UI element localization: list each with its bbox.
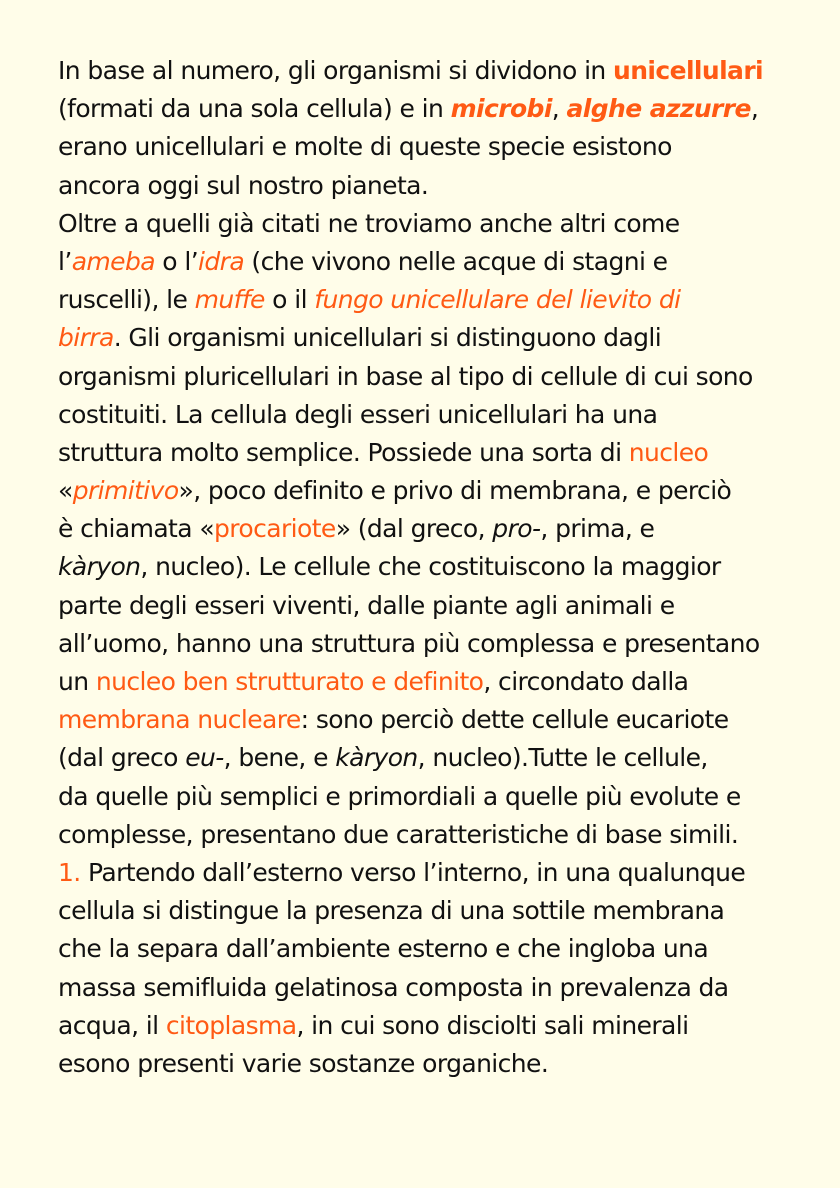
text-segment: kàryon <box>58 552 141 582</box>
text-segment: eu- <box>185 743 224 773</box>
text-segment: è chiamata « <box>58 514 215 544</box>
text-line <box>58 434 798 472</box>
text-segment: (formati da una sola cellula) e in <box>58 94 451 124</box>
text-segment: : sono perciò dette cellule eucariote <box>300 705 729 735</box>
highlighted-term: fungo unicellulare del lievito di <box>314 285 681 315</box>
text-segment: ruscelli), le <box>58 285 195 315</box>
highlighted-term: nucleo ben strutturato e definito <box>95 667 484 696</box>
text-line <box>58 205 798 243</box>
body-text <box>58 52 798 1083</box>
text-segment: Partendo dall’esterno verso l’interno, in una qualunque <box>80 857 746 887</box>
text-line <box>58 663 798 701</box>
highlighted-term: microbi <box>450 94 552 124</box>
text-segment: da quelle più semplici e primordiali a quelle più evolute e <box>58 781 741 811</box>
text-segment: « <box>58 476 73 506</box>
text-segment: ancora oggi sul nostro pianeta. <box>58 170 429 200</box>
highlighted-term: idra <box>198 246 245 276</box>
highlighted-term: membrana nucleare <box>58 705 301 735</box>
text-segment: o il <box>264 285 315 315</box>
text-segment: , in cui sono disciolti sali minerali <box>296 1010 689 1040</box>
text-segment: . Gli organismi unicellulari si distinguono dagli <box>113 323 662 353</box>
text-line <box>58 548 798 586</box>
text-segment: , circondato dalla <box>483 667 689 696</box>
text-segment: Oltre a quelli già citati ne troviamo anche altri come <box>58 208 680 238</box>
highlighted-term: ameba <box>71 246 155 276</box>
text-segment: , bene, e <box>223 743 336 773</box>
text-segment: cellula si distingue la presenza di una sottile membrana <box>58 896 725 926</box>
text-segment: erano unicellulari e molte di queste specie esistono <box>58 132 672 162</box>
text-segment: all’uomo, hanno una struttura più complessa e presentano <box>58 628 760 658</box>
text-line <box>58 778 798 816</box>
highlighted-term: procariote <box>214 514 336 544</box>
highlighted-term: primitivo <box>72 476 179 506</box>
text-segment: organismi pluricellulari in base al tipo di cellule di cui sono <box>58 361 753 391</box>
highlighted-term: birra <box>58 323 114 353</box>
text-segment: acqua, il <box>58 1010 166 1040</box>
text-segment: massa semifluida gelatinosa composta in prevalenza da <box>58 972 729 1002</box>
text-line <box>58 1045 798 1083</box>
text-segment: kàryon <box>335 743 418 773</box>
text-line <box>58 243 798 281</box>
highlighted-term: nucleo <box>628 437 709 467</box>
text-line <box>58 739 798 777</box>
text-segment: In base al numero, gli organismi si dividono in <box>58 56 614 85</box>
text-line <box>58 587 798 625</box>
text-line <box>58 281 798 319</box>
text-line <box>58 969 798 1007</box>
text-line <box>58 1007 798 1045</box>
text-line <box>58 52 798 90</box>
highlighted-term: citoplasma <box>165 1010 297 1040</box>
text-segment: parte degli esseri viventi, dalle piante agli animali e <box>58 590 675 620</box>
text-segment: , nucleo).Tutte le cellule, <box>417 743 708 773</box>
text-segment: un <box>58 667 96 696</box>
text-segment: esono presenti varie sostanze organiche. <box>58 1048 549 1078</box>
text-segment: struttura molto semplice. Possiede una sorta di <box>58 437 629 467</box>
text-segment: » (dal greco, <box>335 514 493 544</box>
text-line <box>58 701 798 739</box>
text-segment: (dal greco <box>58 743 186 773</box>
text-line <box>58 472 798 510</box>
text-line <box>58 816 798 854</box>
text-segment: , nucleo). Le cellule che costituiscono la maggior <box>140 552 721 582</box>
text-line <box>58 358 798 396</box>
highlighted-term: unicellulari <box>613 56 764 85</box>
text-segment: , prima, e <box>540 514 655 544</box>
text-line <box>58 167 798 205</box>
highlighted-term: 1. <box>58 857 81 887</box>
text-line <box>58 930 798 968</box>
text-segment: », poco definito e privo di membrana, e perciò <box>178 476 732 506</box>
highlighted-term: alghe azzurre <box>566 94 751 124</box>
text-line <box>58 892 798 930</box>
text-segment: complesse, presentano due caratteristiche di base simili. <box>58 819 739 849</box>
text-segment: (che vivono nelle acque di stagni e <box>244 246 668 276</box>
text-line <box>58 625 798 663</box>
text-segment: , <box>750 94 759 124</box>
text-line <box>58 128 798 166</box>
text-line <box>58 90 798 128</box>
text-segment: costituiti. La cellula degli esseri unicellulari ha una <box>58 399 658 429</box>
text-line <box>58 319 798 357</box>
text-segment: pro- <box>492 514 541 544</box>
text-segment: l’ <box>58 246 72 276</box>
text-segment: o l’ <box>154 246 199 276</box>
text-line <box>58 510 798 548</box>
highlighted-term: muffe <box>194 285 265 315</box>
text-line <box>58 396 798 434</box>
text-segment: che la separa dall’ambiente esterno e che ingloba una <box>58 934 709 964</box>
text-line <box>58 854 798 892</box>
text-segment: , <box>551 94 567 124</box>
